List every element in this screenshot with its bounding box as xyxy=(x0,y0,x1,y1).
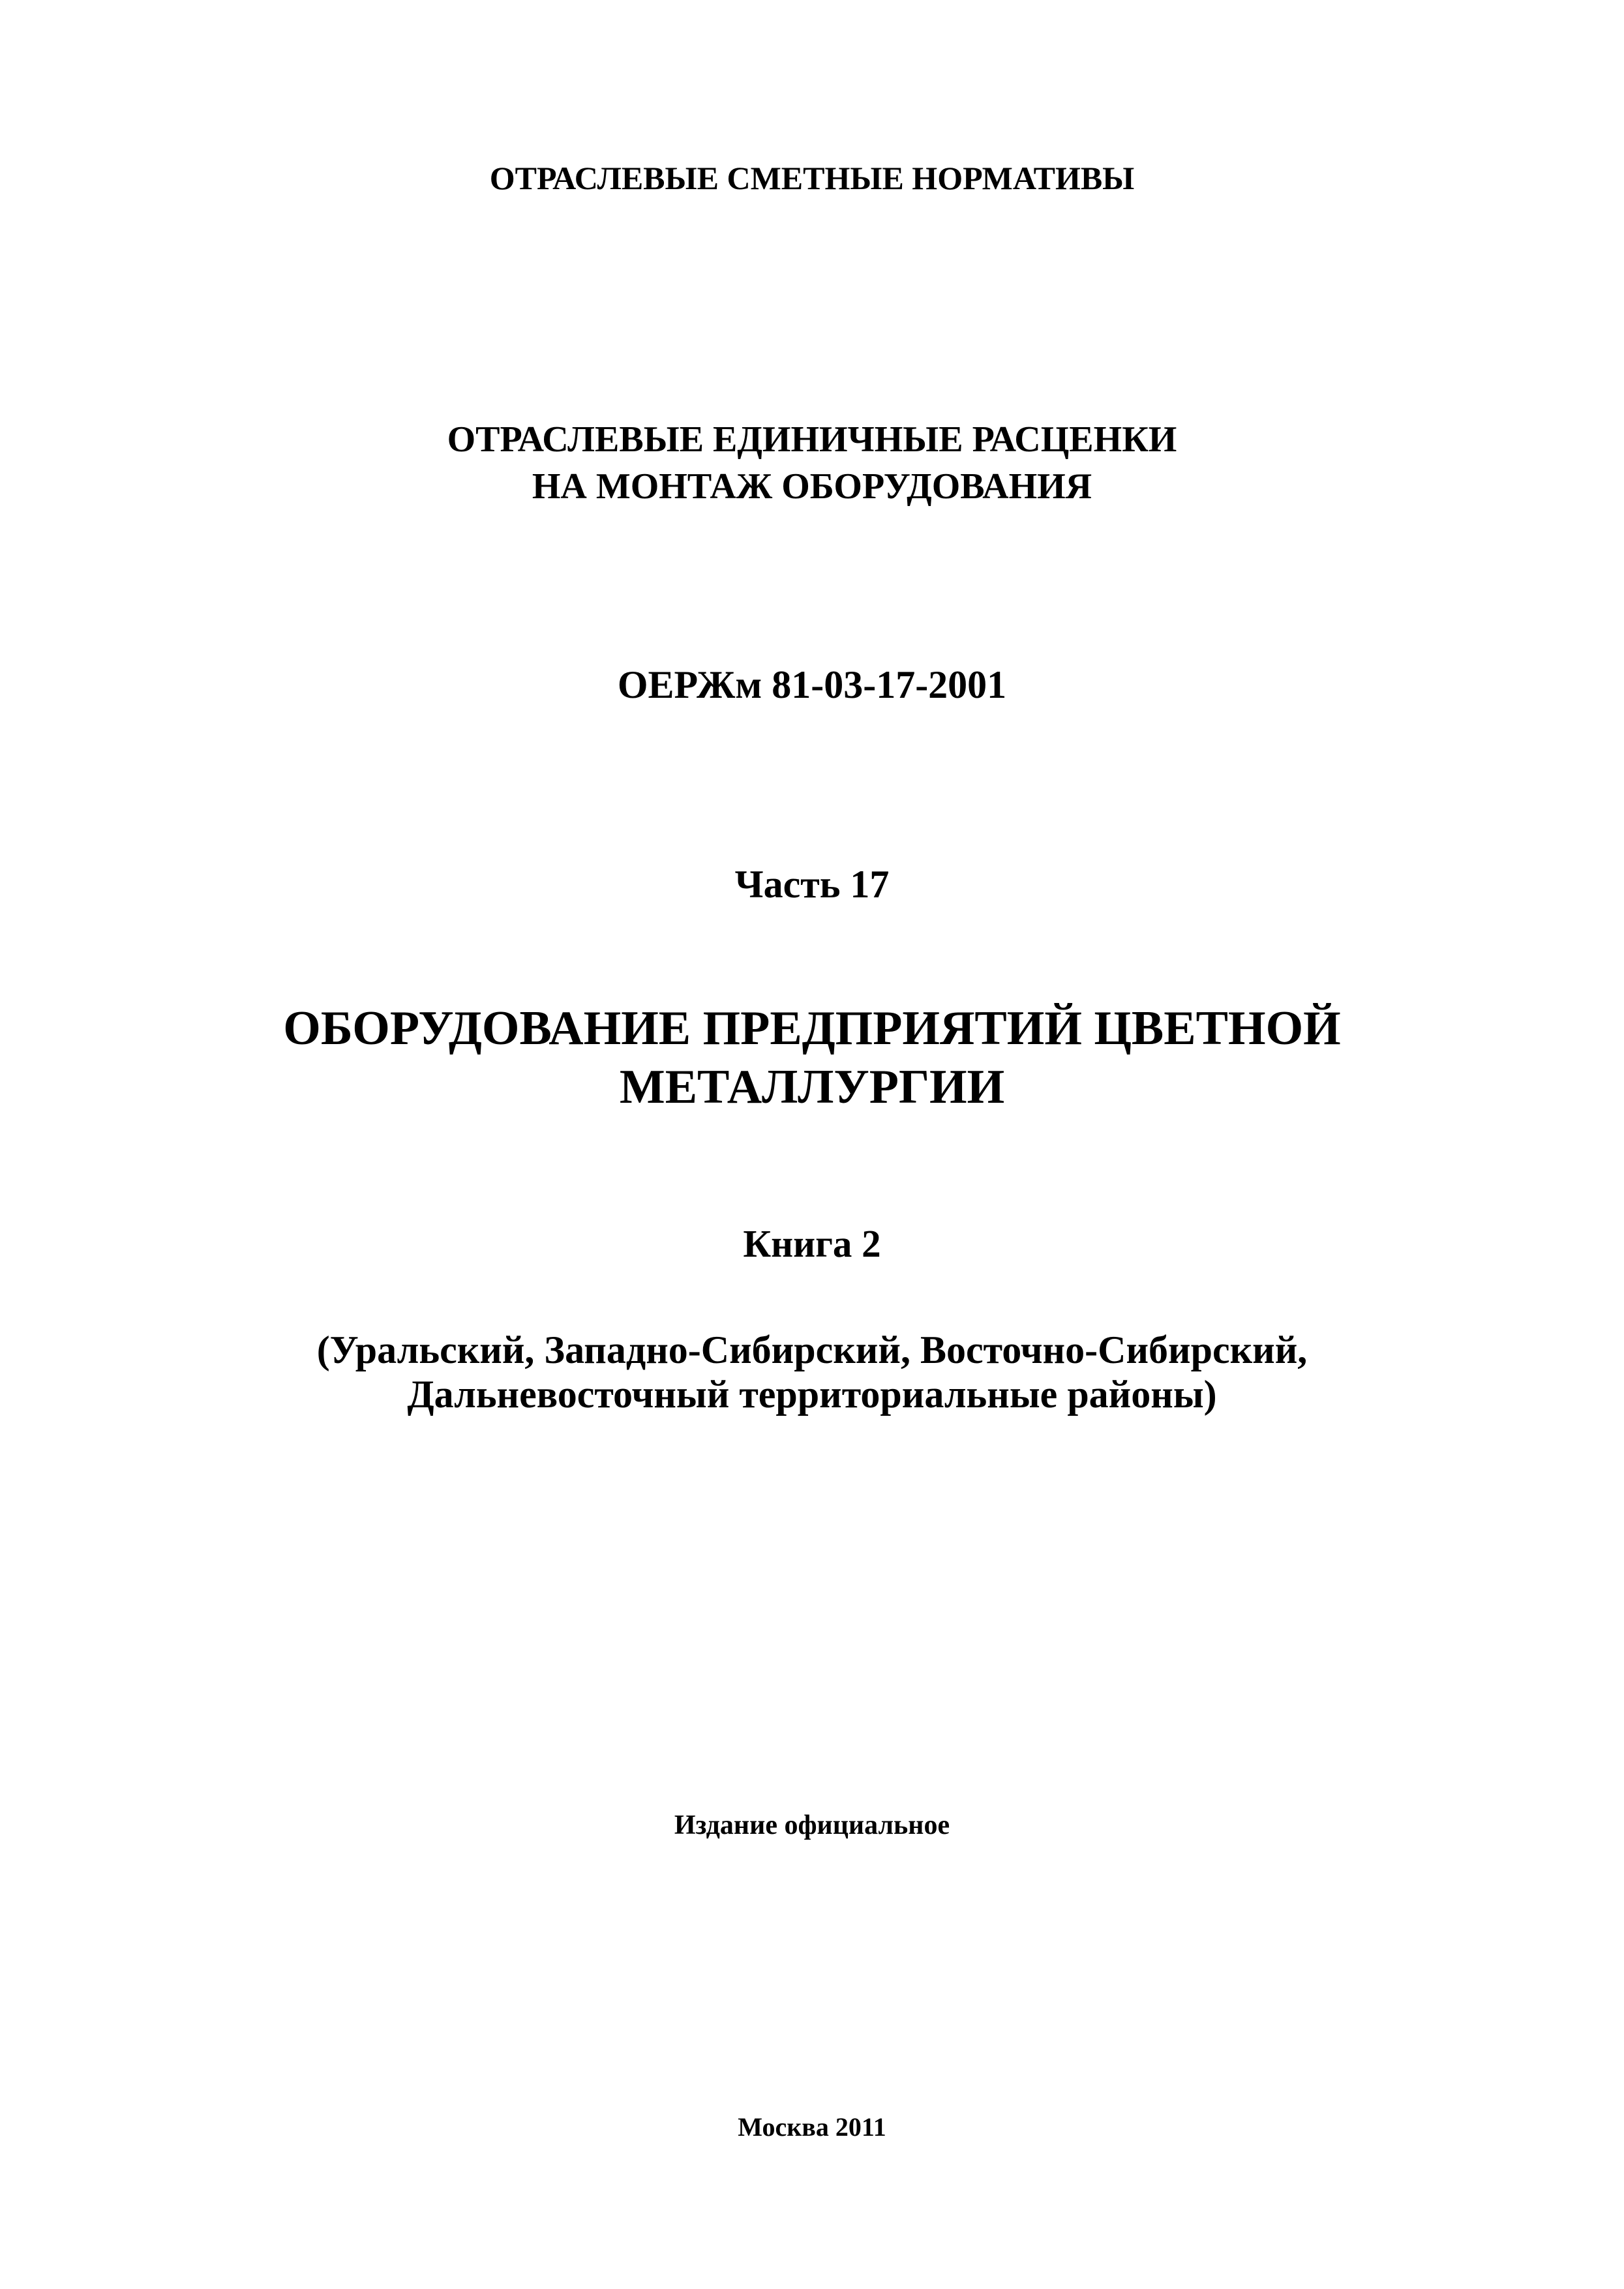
title-line-1: ОТРАСЛЕВЫЕ ЕДИНИЧНЫЕ РАСЦЕНКИ xyxy=(447,419,1177,460)
book-number: Книга 2 xyxy=(743,1222,881,1265)
subject-line-2: МЕТАЛЛУРГИИ xyxy=(619,1060,1005,1114)
title-line-2: НА МОНТАЖ ОБОРУДОВАНИЯ xyxy=(532,466,1092,507)
part-number: Часть 17 xyxy=(734,863,890,906)
regions-line-1: (Уральский, Западно-Сибирский, Восточно-Сибирский, xyxy=(316,1328,1308,1371)
place-year: Москва 2011 xyxy=(738,2112,886,2142)
regions-line-2: Дальневосточный территориальные районы) xyxy=(407,1373,1217,1416)
subject-line-1: ОБОРУДОВАНИЕ ПРЕДПРИЯТИЙ ЦВЕТНОЙ xyxy=(283,1002,1341,1055)
document-code: ОЕРЖм 81-03-17-2001 xyxy=(617,663,1007,706)
series-heading: ОТРАСЛЕВЫЕ СМЕТНЫЕ НОРМАТИВЫ xyxy=(489,160,1135,196)
edition-label: Издание официальное xyxy=(674,1810,950,1840)
